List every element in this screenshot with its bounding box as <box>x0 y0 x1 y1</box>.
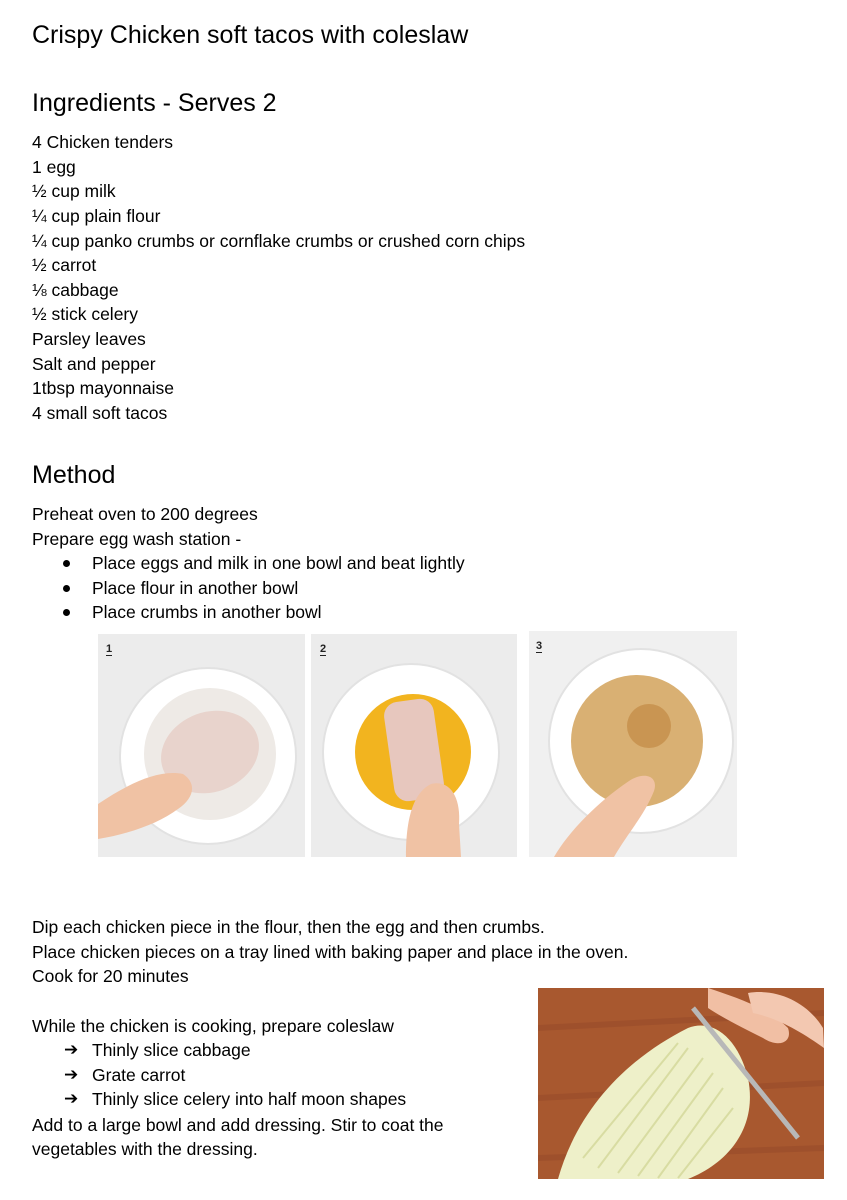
coleslaw-step <box>32 1087 406 1112</box>
step-photo-crumbs <box>529 631 737 857</box>
coleslaw-step-text: Thinly slice celery into half moon shapes <box>92 1089 407 1110</box>
cabbage-photo-image <box>538 988 824 1179</box>
step-number: 2 <box>320 643 327 655</box>
coleslaw-step <box>32 1063 406 1088</box>
egg-photo-image <box>311 634 517 857</box>
ingredient-item: 1tbsp mayonnaise <box>32 378 175 398</box>
step-number: 3 <box>536 640 543 652</box>
ingredients-heading: Ingredients - Serves 2 <box>32 89 277 117</box>
method-intro-line: Prepare egg wash station - <box>32 529 242 549</box>
method-heading: Method <box>32 461 116 489</box>
ingredient-item: 4 Chicken tenders <box>32 132 174 152</box>
coleslaw-step <box>32 1038 406 1063</box>
step-photo-egg <box>311 634 517 857</box>
cooking-line: Dip each chicken piece in the flour, then the egg and then crumbs. <box>32 917 545 937</box>
egg-wash-step: Place eggs and milk in one bowl and beat lightly <box>32 551 465 576</box>
dressing-line: vegetables with the dressing. <box>32 1139 258 1159</box>
ingredient-item: 4 small soft tacos <box>32 403 168 423</box>
cooking-line: Place chicken pieces on a tray lined with baking paper and place in the oven. <box>32 942 629 962</box>
step-photo-flour <box>98 634 305 857</box>
ingredient-item: ½ stick celery <box>32 304 138 324</box>
step-number: 1 <box>106 643 113 655</box>
ingredient-item: ½ cup milk <box>32 181 116 201</box>
ingredient-item: 1 egg <box>32 157 76 177</box>
ingredient-item: ¼ cup plain flour <box>32 206 161 226</box>
egg-wash-step: Place flour in another bowl <box>32 576 465 601</box>
right-arrow-icon: ➔ <box>64 1089 79 1109</box>
crumbs-photo-image <box>529 631 737 857</box>
ingredient-item: Salt and pepper <box>32 354 156 374</box>
cabbage-photo <box>538 988 824 1179</box>
egg-wash-step: Place crumbs in another bowl <box>32 600 465 625</box>
ingredient-item: ⅛ cabbage <box>32 280 119 300</box>
flour-photo-image <box>98 634 305 857</box>
egg-wash-steps <box>32 551 465 625</box>
right-arrow-icon: ➔ <box>64 1064 79 1084</box>
coleslaw-step-text: Thinly slice cabbage <box>92 1040 251 1060</box>
coleslaw-intro: While the chicken is cooking, prepare coleslaw <box>32 1016 394 1036</box>
ingredient-item: Parsley leaves <box>32 329 146 349</box>
method-intro-line: Preheat oven to 200 degrees <box>32 504 258 524</box>
recipe-title: Crispy Chicken soft tacos with coleslaw <box>32 21 469 49</box>
ingredient-item: ½ carrot <box>32 255 97 275</box>
cooking-line: Cook for 20 minutes <box>32 966 189 986</box>
ingredient-item: ¼ cup panko crumbs or cornflake crumbs or crushed corn chips <box>32 231 526 251</box>
coleslaw-steps <box>32 1038 406 1112</box>
dressing-line: Add to a large bowl and add dressing. Stir to coat the <box>32 1115 444 1135</box>
right-arrow-icon: ➔ <box>64 1040 79 1059</box>
coleslaw-step-text: Grate carrot <box>92 1064 186 1085</box>
